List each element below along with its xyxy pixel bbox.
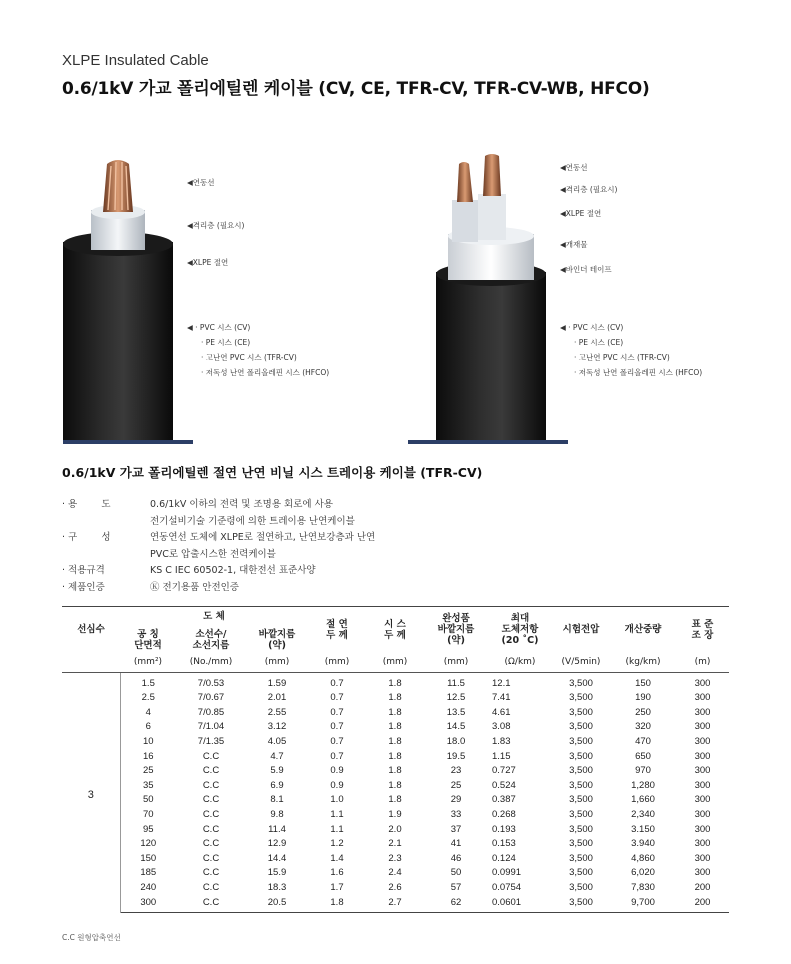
cell-resistance: 0.193 bbox=[492, 823, 516, 835]
cell-cable-od: 57 bbox=[450, 882, 462, 894]
spec-key: · 구 성 bbox=[62, 532, 111, 543]
unit-od: (mm) bbox=[246, 653, 308, 673]
cell-test-voltage: 3,500 bbox=[569, 765, 593, 777]
cell-cable-od: 18.0 bbox=[446, 736, 466, 748]
cell-conductor-od: 20.5 bbox=[246, 895, 308, 912]
cell-test-voltage: 3,500 bbox=[569, 706, 593, 718]
cell-sheath: 1.8 bbox=[388, 765, 402, 777]
cell-resistance: 1.83 bbox=[492, 736, 511, 748]
single-core-cable-figure bbox=[63, 152, 393, 444]
cell-wire: C.C bbox=[202, 852, 220, 864]
label-separator: ◀격리층 (필요시) bbox=[560, 185, 618, 194]
cell-area: 70 bbox=[142, 809, 154, 821]
label-sheath-tfr: · 고난연 PVC 시스 (TFR-CV) bbox=[201, 353, 297, 362]
outer-sheath bbox=[436, 272, 546, 444]
cell-insulation: 0.7 bbox=[330, 692, 344, 704]
label-sheath-hfco: · 저독성 난연 폴리올레핀 시스 (HFCO) bbox=[201, 368, 330, 377]
document-subtitle: XLPE Insulated Cable bbox=[62, 52, 209, 69]
header-sheath: 시 스 두 께 bbox=[366, 607, 424, 653]
cell-cable-od: 25 bbox=[450, 779, 462, 791]
cell-resistance: 0.0601 bbox=[488, 895, 552, 912]
cell-insulation: 0.7 bbox=[330, 721, 344, 733]
cell-test-voltage: 3,500 bbox=[569, 882, 593, 894]
cell-length: 300 bbox=[694, 867, 711, 879]
cell-sheath: 2.0 bbox=[388, 823, 402, 835]
cell-test-voltage: 3,500 bbox=[569, 823, 593, 835]
cell-test-voltage: 3,500 bbox=[569, 692, 593, 704]
core-count-cell: 3 bbox=[62, 673, 120, 913]
kc-cert-icon: Ⓚ bbox=[150, 581, 160, 593]
cell-sheath: 1.8 bbox=[388, 794, 402, 806]
label-xlpe: ◀XLPE 절연 bbox=[187, 258, 229, 267]
cell-resistance: 3.08 bbox=[492, 721, 511, 733]
cell-weight: 150 bbox=[635, 678, 651, 689]
cell-wire: C.C bbox=[202, 750, 220, 762]
cell-length: 300 bbox=[694, 706, 711, 718]
label-sheath-pe: · PE 시스 (CE) bbox=[574, 338, 624, 347]
unit-insulation: (mm) bbox=[308, 653, 366, 673]
copper-conductor-2 bbox=[483, 154, 501, 196]
header-conductor: 도 체 bbox=[120, 607, 308, 627]
cell-resistance: 0.387 bbox=[492, 794, 516, 806]
spec-value: 연동연선 도체에 XLPE로 절연하고, 난연보강층과 난연 bbox=[150, 532, 376, 543]
cell-conductor-od: 4.7 bbox=[270, 750, 284, 762]
table-body bbox=[62, 673, 729, 913]
cell-weight: 3.150 bbox=[631, 823, 655, 835]
table-row bbox=[62, 822, 729, 837]
cell-cable-od: 37 bbox=[450, 823, 462, 835]
cell-sheath: 2.1 bbox=[388, 838, 402, 850]
cell-insulation: 0.7 bbox=[330, 678, 344, 689]
table-row bbox=[62, 808, 729, 823]
cell-length: 300 bbox=[694, 750, 711, 762]
cell-insulation: 1.2 bbox=[330, 838, 344, 850]
cell-length: 300 bbox=[694, 765, 711, 777]
table-row bbox=[62, 881, 729, 896]
cert-text: 전기용품 안전인증 bbox=[162, 581, 239, 593]
cell-wire: 7/1.04 bbox=[197, 721, 225, 733]
cell-insulation: 1.4 bbox=[330, 852, 344, 864]
cell-weight: 7,830 bbox=[631, 882, 655, 894]
table-row bbox=[62, 764, 729, 779]
spec-value: PVC로 압출시스한 전력케이블 bbox=[150, 548, 276, 560]
cell-resistance: 0.0754 bbox=[492, 882, 522, 894]
cell-conductor-od: 9.8 bbox=[270, 809, 284, 821]
unit-sheath: (mm) bbox=[366, 653, 424, 673]
copper-conductor bbox=[103, 160, 133, 212]
cell-resistance: 12.1 bbox=[492, 678, 511, 689]
cell-conductor-od: 2.01 bbox=[267, 692, 287, 704]
cell-length: 300 bbox=[694, 838, 711, 850]
section-title: 0.6/1kV 가교 폴리에틸렌 절연 난연 비닐 시스 트레이용 케이블 (TFR-CV) bbox=[62, 465, 483, 480]
cell-cable-od: 33 bbox=[450, 809, 462, 821]
cell-test-voltage: 3,500 bbox=[569, 852, 593, 864]
header-resistance: 최대 도체저항 (20 ˚C) bbox=[488, 607, 552, 653]
cell-test-voltage: 3,500 bbox=[569, 750, 593, 762]
cell-test-voltage: 3,500 bbox=[569, 838, 593, 850]
cell-resistance: 0.0991 bbox=[492, 867, 522, 879]
cell-weight: 250 bbox=[635, 706, 651, 718]
cell-sheath: 2.7 bbox=[366, 895, 424, 912]
cell-area: 25 bbox=[142, 765, 154, 777]
spec-key: · 적용규격 bbox=[62, 565, 105, 576]
table-row bbox=[62, 866, 729, 881]
spec-value bbox=[150, 580, 239, 597]
unit-weight: (kg/km) bbox=[610, 653, 676, 673]
cell-conductor-od: 5.9 bbox=[270, 765, 284, 777]
cell-resistance: 0.727 bbox=[492, 765, 516, 777]
core-insulation-1 bbox=[452, 200, 478, 242]
cell-test-voltage: 3,500 bbox=[569, 736, 593, 748]
header-cable-od: 완성품 바깥지름 (약) bbox=[424, 607, 488, 653]
cell-wire: C.C bbox=[202, 882, 220, 894]
cell-insulation: 1.7 bbox=[330, 882, 344, 894]
cell-area: 240 bbox=[140, 882, 157, 894]
cell-length: 300 bbox=[694, 721, 711, 733]
cell-sheath: 2.6 bbox=[388, 882, 402, 894]
cell-weight: 4,860 bbox=[631, 852, 655, 864]
cell-sheath: 1.8 bbox=[388, 750, 402, 762]
cell-weight: 320 bbox=[635, 721, 651, 733]
cell-area: 120 bbox=[140, 838, 157, 850]
cell-conductor-od: 8.1 bbox=[270, 794, 284, 806]
cell-wire: C.C bbox=[202, 765, 220, 777]
cell-area: 2.5 bbox=[141, 692, 155, 704]
cell-wire: 7/0.67 bbox=[197, 692, 225, 704]
cell-area: 10 bbox=[142, 736, 154, 748]
cell-conductor-od: 11.4 bbox=[268, 823, 286, 835]
cell-weight: 3.940 bbox=[631, 838, 655, 850]
cell-wire: 7/1.35 bbox=[197, 736, 225, 748]
unit-resistance: (Ω/km) bbox=[488, 653, 552, 673]
cell-sheath: 1.8 bbox=[388, 706, 402, 718]
cell-wire: 7/0.85 bbox=[197, 706, 225, 718]
unit-wire: (No./mm) bbox=[176, 653, 246, 673]
cell-conductor-od: 4.05 bbox=[267, 736, 287, 748]
cell-insulation: 0.7 bbox=[330, 736, 344, 748]
cell-test-voltage: 3,500 bbox=[569, 721, 593, 733]
cell-length: 300 bbox=[694, 779, 711, 791]
cell-area: 16 bbox=[142, 750, 154, 762]
cell-conductor-od: 2.55 bbox=[267, 706, 287, 718]
cell-resistance: 0.153 bbox=[492, 838, 516, 850]
cell-resistance: 7.41 bbox=[492, 692, 511, 704]
figure-baseline bbox=[408, 440, 568, 444]
core-insulation-2 bbox=[478, 194, 506, 240]
cell-resistance: 1.15 bbox=[492, 750, 511, 762]
cell-cable-od: 12.5 bbox=[446, 692, 466, 704]
cell-length: 200 bbox=[676, 895, 729, 912]
cell-weight: 650 bbox=[635, 750, 651, 762]
label-sheath-tfr: · 고난연 PVC 시스 (TFR-CV) bbox=[574, 353, 670, 362]
cell-length: 300 bbox=[694, 736, 711, 748]
cell-length: 300 bbox=[694, 809, 711, 821]
cell-conductor-od: 6.9 bbox=[270, 779, 284, 791]
unit-cable-od: (mm) bbox=[424, 653, 488, 673]
table-row bbox=[62, 735, 729, 750]
cell-wire: C.C bbox=[176, 895, 246, 912]
label-conductor: ◀연동선 bbox=[560, 163, 588, 172]
cell-wire: C.C bbox=[202, 823, 220, 835]
cell-cable-od: 46 bbox=[450, 852, 462, 864]
cell-area: 95 bbox=[142, 823, 154, 835]
cell-test-voltage: 3,500 bbox=[569, 867, 593, 879]
cell-insulation: 0.9 bbox=[330, 779, 344, 791]
header-insulation: 절 연 두 께 bbox=[308, 607, 366, 653]
cell-insulation: 0.7 bbox=[330, 706, 344, 718]
cell-weight: 2,340 bbox=[631, 809, 655, 821]
cell-length: 300 bbox=[694, 692, 711, 704]
cell-insulation: 1.8 bbox=[308, 895, 366, 912]
cell-length: 300 bbox=[694, 823, 711, 835]
cell-resistance: 0.524 bbox=[492, 779, 516, 791]
cell-sheath: 2.4 bbox=[388, 867, 402, 879]
cell-cable-od: 14.5 bbox=[446, 721, 466, 733]
cell-cable-od: 13.5 bbox=[446, 706, 466, 718]
cell-area: 4 bbox=[145, 706, 151, 718]
cell-test-voltage: 3,500 bbox=[569, 779, 593, 791]
header-test-voltage: 시험전압 bbox=[552, 607, 610, 653]
cell-weight: 470 bbox=[635, 736, 651, 748]
table-row bbox=[62, 706, 729, 721]
table-row bbox=[62, 691, 729, 706]
table-row bbox=[62, 837, 729, 852]
spec-value: KS C IEC 60502-1, 대한전선 표준사양 bbox=[150, 565, 316, 576]
label-conductor: ◀연동선 bbox=[187, 178, 215, 187]
table-row bbox=[62, 852, 729, 867]
cable-spec-table bbox=[62, 606, 729, 913]
cell-conductor-od: 18.3 bbox=[267, 882, 287, 894]
cell-wire: C.C bbox=[202, 838, 220, 850]
figure-baseline bbox=[63, 440, 193, 444]
cell-sheath: 1.8 bbox=[388, 721, 402, 733]
pvc-sheath bbox=[63, 242, 173, 444]
cell-conductor-od: 1.59 bbox=[267, 678, 287, 689]
cell-weight: 970 bbox=[635, 765, 651, 777]
cell-sheath: 1.9 bbox=[388, 809, 402, 821]
cell-resistance: 4.61 bbox=[492, 706, 511, 718]
label-xlpe: ◀XLPE 절연 bbox=[560, 209, 602, 218]
cell-weight: 1,280 bbox=[631, 779, 655, 791]
spec-key: · 용 도 bbox=[62, 499, 111, 510]
cell-conductor-od: 15.9 bbox=[267, 867, 287, 879]
cell-insulation: 1.0 bbox=[330, 794, 344, 806]
cell-cable-od: 62 bbox=[424, 895, 488, 912]
unit-area: (mm²) bbox=[120, 653, 176, 673]
cell-area: 50 bbox=[142, 794, 154, 806]
label-binder-tape: ◀바인더 테이프 bbox=[560, 265, 612, 274]
header-wire: 소선수/ 소선지름 bbox=[192, 628, 230, 651]
unit-voltage: (V/5min) bbox=[552, 653, 610, 673]
document-title: 0.6/1kV 가교 폴리에틸렌 케이블 (CV, CE, TFR-CV, TFR-CV-WB, HFCO) bbox=[62, 79, 650, 99]
cell-length: 300 bbox=[694, 794, 711, 806]
table-row bbox=[62, 749, 729, 764]
cell-sheath: 1.8 bbox=[388, 779, 402, 791]
cell-weight: 1,660 bbox=[631, 794, 655, 806]
cell-cable-od: 23 bbox=[450, 765, 462, 777]
header-cores: 선심수 bbox=[62, 607, 120, 653]
header-conductor-od: 바깥지름 (약) bbox=[258, 628, 296, 651]
cell-sheath: 2.3 bbox=[388, 852, 402, 864]
cell-insulation: 1.1 bbox=[330, 823, 344, 835]
cell-area: 1.5 bbox=[141, 678, 155, 689]
cell-length: 300 bbox=[694, 852, 711, 864]
label-sheath-pvc: ◀ · PVC 시스 (CV) bbox=[560, 323, 624, 332]
cell-insulation: 1.6 bbox=[330, 867, 344, 879]
table-row bbox=[62, 895, 729, 912]
label-separator: ◀격리층 (필요시) bbox=[187, 221, 245, 230]
unit-cores bbox=[62, 653, 120, 673]
cell-cable-od: 41 bbox=[450, 838, 462, 850]
cell-cable-od: 19.5 bbox=[446, 750, 466, 762]
cell-area: 6 bbox=[145, 721, 151, 733]
header-length: 표 준 조 장 bbox=[676, 607, 729, 653]
label-filler: ◀개재물 bbox=[560, 240, 588, 249]
spec-key: · 제품인증 bbox=[62, 581, 105, 593]
label-sheath-pe: · PE 시스 (CE) bbox=[201, 338, 251, 347]
cell-wire: C.C bbox=[202, 809, 220, 821]
cell-weight: 6,020 bbox=[631, 867, 655, 879]
label-sheath-pvc: ◀ · PVC 시스 (CV) bbox=[187, 323, 251, 332]
header-area: 공 칭 단면적 bbox=[134, 628, 162, 651]
cell-wire: 7/0.53 bbox=[197, 678, 225, 689]
cell-test-voltage: 3,500 bbox=[569, 809, 593, 821]
table-row bbox=[62, 779, 729, 794]
cell-sheath: 1.8 bbox=[388, 692, 402, 704]
cell-insulation: 1.1 bbox=[330, 809, 344, 821]
cell-conductor-od: 3.12 bbox=[267, 721, 287, 733]
cell-length: 300 bbox=[694, 678, 711, 689]
cell-resistance: 0.268 bbox=[492, 809, 516, 821]
table-row bbox=[62, 720, 729, 735]
cell-test-voltage: 3,500 bbox=[569, 794, 593, 806]
cell-cable-od: 50 bbox=[450, 867, 462, 879]
cell-area: 150 bbox=[140, 852, 157, 864]
multi-core-cable-figure bbox=[408, 152, 738, 444]
cell-wire: C.C bbox=[202, 779, 220, 791]
cell-length: 200 bbox=[694, 882, 711, 894]
cell-area: 35 bbox=[142, 779, 154, 791]
cell-test-voltage: 3,500 bbox=[552, 895, 610, 912]
footnote: C.C 원형압축연선 bbox=[62, 933, 121, 942]
unit-length: (m) bbox=[676, 653, 729, 673]
table-row bbox=[62, 673, 729, 692]
cell-test-voltage: 3,500 bbox=[569, 678, 593, 689]
cell-area: 300 bbox=[120, 895, 176, 912]
cell-cable-od: 29 bbox=[450, 794, 462, 806]
header-weight: 개산중량 bbox=[610, 607, 676, 653]
cell-weight: 190 bbox=[635, 692, 651, 704]
label-sheath-hfco: · 저독성 난연 폴리올레핀 시스 (HFCO) bbox=[574, 368, 703, 377]
cell-wire: C.C bbox=[202, 794, 220, 806]
cell-conductor-od: 14.4 bbox=[267, 852, 287, 864]
cell-weight: 9,700 bbox=[610, 895, 676, 912]
cell-wire: C.C bbox=[202, 867, 220, 879]
cell-conductor-od: 12.9 bbox=[267, 838, 287, 850]
cell-insulation: 0.7 bbox=[330, 750, 344, 762]
cell-resistance: 0.124 bbox=[492, 852, 516, 864]
spec-value: 0.6/1kV 이하의 전력 및 조명용 회로에 사용 bbox=[150, 499, 333, 510]
cell-sheath: 1.8 bbox=[388, 736, 402, 748]
cell-area: 185 bbox=[140, 867, 157, 879]
cell-sheath: 1.8 bbox=[388, 678, 402, 689]
table-row bbox=[62, 793, 729, 808]
single-core-cable-illustration bbox=[63, 152, 393, 444]
cell-cable-od: 11.5 bbox=[447, 678, 465, 689]
multi-core-cable-illustration bbox=[408, 152, 738, 444]
spec-value: 전기설비기술 기준령에 의한 트레이용 난연케이블 bbox=[150, 515, 355, 527]
cell-insulation: 0.9 bbox=[330, 765, 344, 777]
